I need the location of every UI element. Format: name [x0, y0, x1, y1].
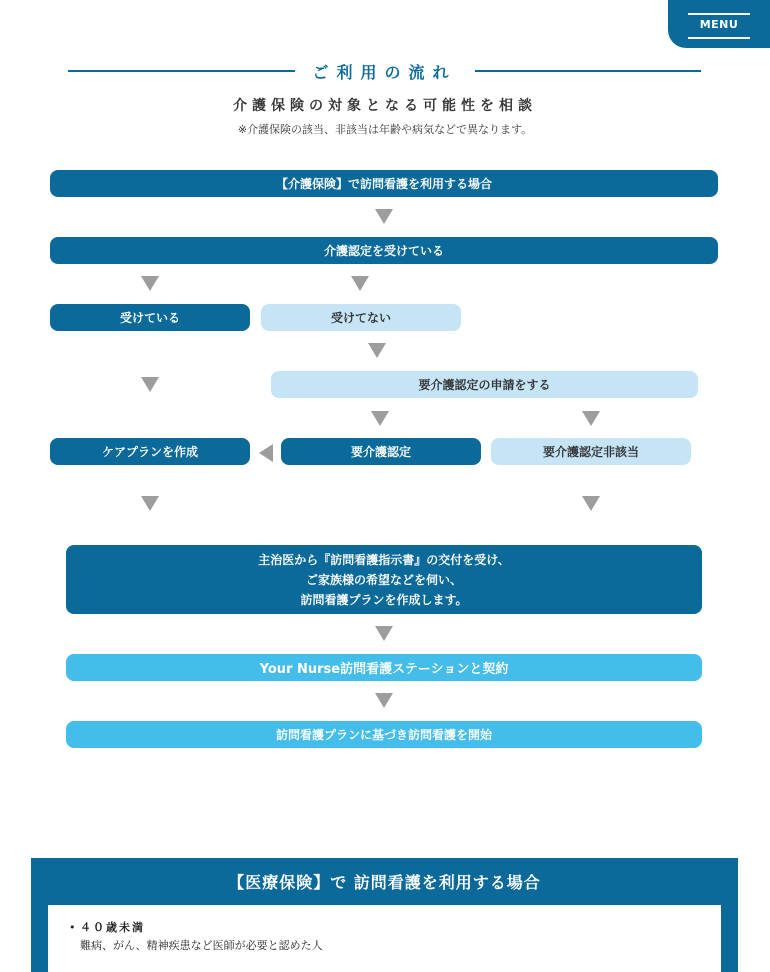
heading-rule-right — [475, 70, 702, 72]
flow-doctor-instruction — [66, 545, 702, 614]
medical-item-title: ４０歳未満 — [80, 921, 145, 934]
arrow-left-icon — [259, 444, 273, 462]
section-note: ※介護保険の該当、非該当は年齢や病気などで異なります。 — [237, 123, 533, 136]
flow-care-plan: ケアプランを作成 — [50, 438, 250, 465]
arrow-down-icon — [582, 496, 600, 511]
arrow-down-icon — [375, 626, 393, 641]
arrow-down-icon — [141, 276, 159, 291]
flow-begin: 訪問看護プランに基づき訪問看護を開始 — [66, 721, 702, 748]
menu-icon-bar-top — [688, 13, 750, 15]
flow-contract: Your Nurse訪問看護ステーションと契約 — [66, 654, 702, 681]
flow-not-applicable: 要介護認定非該当 — [491, 438, 691, 465]
medical-item-detail: 難病、がん、精神疾患など医師が必要と認めた人 — [80, 939, 323, 952]
section-heading — [68, 60, 701, 82]
menu-button[interactable] — [668, 0, 770, 48]
flow-yes: 受けている — [50, 304, 250, 331]
doctor-line: 主治医から『訪問看護指示書』の交付を受け、 — [258, 552, 510, 567]
doctor-line: 訪問看護プランを作成します。 — [300, 592, 468, 607]
flow-requires-care: 要介護認定 — [281, 438, 481, 465]
flow-apply: 要介護認定の申請をする — [271, 371, 698, 398]
arrow-down-icon — [368, 343, 386, 358]
section-subtitle: 介護保険の対象となる可能性を相談 — [233, 98, 537, 114]
menu-label: MENU — [699, 18, 739, 31]
flow-start: 【介護保険】で訪問看護を利用する場合 — [50, 170, 718, 197]
arrow-down-icon — [375, 693, 393, 708]
section-title: ご利用の流れ — [312, 62, 457, 82]
menu-icon-bar-bottom — [688, 37, 750, 39]
arrow-down-icon — [141, 377, 159, 392]
arrow-down-icon — [371, 411, 389, 426]
heading-rule-left — [68, 70, 295, 72]
medical-title: 【医療保険】で 訪問看護を利用する場合 — [228, 873, 541, 892]
arrow-down-icon — [582, 411, 600, 426]
flow-no: 受けてない — [261, 304, 461, 331]
arrow-down-icon — [141, 496, 159, 511]
medical-card — [48, 905, 721, 972]
medical-insurance-section — [31, 858, 738, 972]
bullet-icon: • — [69, 921, 76, 934]
arrow-down-icon — [375, 209, 393, 224]
flow-certified-question: 介護認定を受けている — [50, 237, 718, 264]
doctor-line: ご家族様の希望などを伺い、 — [305, 572, 462, 587]
arrow-down-icon — [351, 276, 369, 291]
